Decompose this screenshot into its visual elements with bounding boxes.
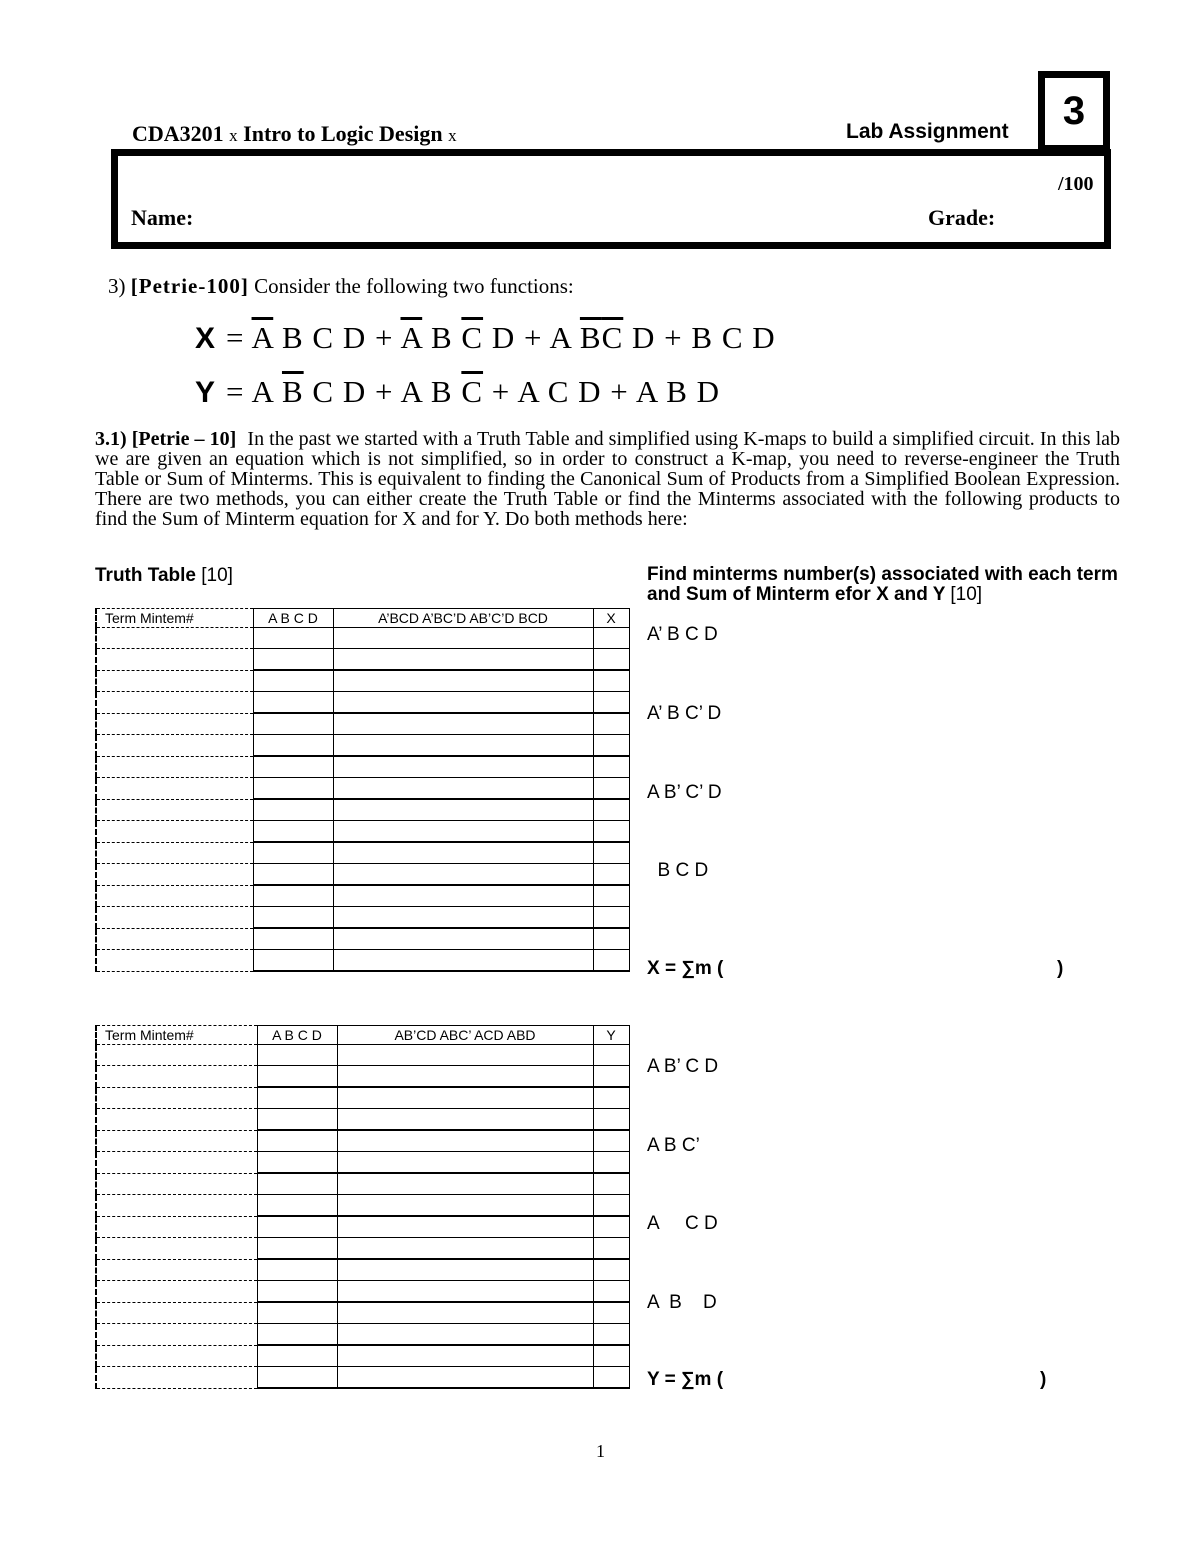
- abcd-cell[interactable]: [257, 1173, 337, 1195]
- truth-table-title: [95, 565, 233, 587]
- lab-number-badge: 3: [1038, 71, 1110, 152]
- term-cell[interactable]: [96, 649, 253, 671]
- abcd-cell[interactable]: [253, 756, 333, 778]
- output-cell[interactable]: [593, 1216, 629, 1238]
- abcd-cell[interactable]: [257, 1238, 337, 1260]
- output-cell[interactable]: [593, 1066, 629, 1088]
- table-row: [96, 864, 629, 886]
- output-cell[interactable]: [593, 692, 629, 714]
- products-cell[interactable]: [333, 821, 593, 843]
- abcd-cell[interactable]: [253, 778, 333, 800]
- output-cell[interactable]: [593, 628, 629, 649]
- truth-table-y: [95, 1025, 630, 1389]
- output-cell[interactable]: [593, 1045, 629, 1066]
- abcd-cell[interactable]: [253, 692, 333, 714]
- course-title: [132, 121, 457, 147]
- term-cell[interactable]: [96, 907, 253, 929]
- products-cell[interactable]: [337, 1152, 593, 1174]
- name-label: Name:: [131, 205, 194, 230]
- abcd-cell[interactable]: [253, 950, 333, 972]
- abcd-cell[interactable]: [253, 670, 333, 692]
- output-cell[interactable]: [593, 735, 629, 757]
- table-row: [96, 1130, 629, 1152]
- term-cell[interactable]: [96, 692, 253, 714]
- products-cell[interactable]: [333, 799, 593, 821]
- products-cell[interactable]: [337, 1195, 593, 1217]
- output-cell[interactable]: [593, 1130, 629, 1152]
- y-term-1: A B’ C D: [647, 1056, 719, 1077]
- output-cell[interactable]: [593, 1152, 629, 1174]
- term-cell[interactable]: [96, 1324, 257, 1346]
- subproblem-lead: 3.1) [Petrie – 10]: [95, 428, 237, 450]
- subproblem-text: [95, 429, 1120, 529]
- output-cell[interactable]: [593, 842, 629, 864]
- term-cell[interactable]: [96, 1045, 257, 1066]
- abcd-cell[interactable]: [253, 842, 333, 864]
- products-cell[interactable]: [337, 1324, 593, 1346]
- table-row: [96, 1173, 629, 1195]
- table-row: [96, 950, 629, 972]
- score-total: /100: [1058, 173, 1094, 195]
- problem-intro: Consider the following two functions:: [254, 274, 574, 298]
- term-cell[interactable]: [96, 1195, 257, 1217]
- term-cell[interactable]: [96, 1259, 257, 1281]
- products-cell[interactable]: [333, 907, 593, 929]
- products-cell[interactable]: [333, 692, 593, 714]
- table-row: [96, 692, 629, 714]
- term-cell[interactable]: [96, 821, 253, 843]
- products-cell[interactable]: [337, 1087, 593, 1109]
- products-cell[interactable]: [333, 713, 593, 735]
- products-cell[interactable]: [337, 1130, 593, 1152]
- output-cell[interactable]: [593, 907, 629, 929]
- equation-x-variable: X: [195, 322, 217, 355]
- table-row: [96, 885, 629, 907]
- term-cell[interactable]: [96, 756, 253, 778]
- output-cell[interactable]: [593, 1302, 629, 1324]
- header-term-mintem: Term Mintem#: [96, 1026, 257, 1045]
- products-cell[interactable]: [333, 842, 593, 864]
- abcd-cell[interactable]: [257, 1045, 337, 1066]
- products-cell[interactable]: [337, 1109, 593, 1131]
- products-cell[interactable]: [337, 1367, 593, 1389]
- minterms-title: [647, 565, 1127, 605]
- products-cell[interactable]: [333, 928, 593, 950]
- problem-heading: [108, 274, 574, 299]
- header-term-mintem: Term Mintem#: [96, 609, 253, 628]
- table-row: [96, 778, 629, 800]
- abcd-cell[interactable]: [257, 1345, 337, 1367]
- output-cell[interactable]: [593, 1367, 629, 1389]
- table-row: [96, 821, 629, 843]
- course-code: CDA3201: [132, 121, 224, 146]
- table-header-row: [96, 609, 629, 628]
- output-cell[interactable]: [593, 799, 629, 821]
- products-cell[interactable]: [333, 670, 593, 692]
- equation-x: $X = \overline{A}$ B C $D + \overline{A}$ B $\overline{C}$ D + A $\overline{B}\overline{C}$ D + B C D: [195, 320, 776, 355]
- header-abcd: A B C D: [253, 609, 333, 628]
- term-cell[interactable]: [96, 778, 253, 800]
- abcd-cell[interactable]: [257, 1130, 337, 1152]
- name-grade-box: [111, 149, 1111, 249]
- products-cell[interactable]: [337, 1302, 593, 1324]
- output-cell[interactable]: [593, 864, 629, 886]
- term-cell[interactable]: [96, 885, 253, 907]
- abcd-cell[interactable]: [257, 1109, 337, 1131]
- term-cell[interactable]: [96, 1173, 257, 1195]
- output-cell[interactable]: [593, 778, 629, 800]
- table-row: [96, 1152, 629, 1174]
- term-cell[interactable]: [96, 842, 253, 864]
- abcd-cell[interactable]: [257, 1066, 337, 1088]
- products-cell[interactable]: [333, 735, 593, 757]
- output-cell[interactable]: [593, 928, 629, 950]
- output-cell[interactable]: [593, 649, 629, 671]
- products-cell[interactable]: [337, 1281, 593, 1303]
- table-row: [96, 1066, 629, 1088]
- abcd-cell[interactable]: [257, 1302, 337, 1324]
- header-abcd: A B C D: [257, 1026, 337, 1045]
- x-term-1: A’ B C D: [647, 624, 718, 645]
- term-cell[interactable]: [96, 1216, 257, 1238]
- abcd-cell[interactable]: [253, 649, 333, 671]
- subproblem-body: In the past we started with a Truth Table and simplified using K-maps to build a simplified circuit. In this lab we are given an equation which is not simplified, so in order to construct a K-map, you need to reverse-engineer the Truth Table or Sum of Minterms. This is equivalent to finding the Canonical Sum of Products from a Simplified Boolean Expression. There are two methods, you can either create the Truth Table or find the Minterms associated with the following products to find the Sum of Minterm equation for X and for Y. Do both methods here:: [95, 428, 1121, 530]
- products-cell[interactable]: [337, 1066, 593, 1088]
- course-name: Intro to Logic Design: [243, 121, 443, 146]
- term-cell[interactable]: [96, 1238, 257, 1260]
- header-terms: AB’CD ABC’ ACD ABD: [337, 1026, 593, 1045]
- abcd-cell[interactable]: [257, 1367, 337, 1389]
- table-row: [96, 1259, 629, 1281]
- term-cell[interactable]: [96, 670, 253, 692]
- y-term-4: A B D: [647, 1292, 717, 1313]
- separator: x: [448, 126, 457, 145]
- abcd-cell[interactable]: [253, 799, 333, 821]
- abcd-cell[interactable]: [257, 1087, 337, 1109]
- table-row: [96, 907, 629, 929]
- abcd-cell[interactable]: [253, 885, 333, 907]
- table-row: [96, 842, 629, 864]
- term-cell[interactable]: [96, 799, 253, 821]
- output-cell[interactable]: [593, 1238, 629, 1260]
- table-row: [96, 1087, 629, 1109]
- abcd-cell[interactable]: [257, 1152, 337, 1174]
- header-terms: A’BCD A’BC’D AB’C’D BCD: [333, 609, 593, 628]
- abcd-cell[interactable]: [253, 735, 333, 757]
- separator: x: [229, 126, 238, 145]
- abcd-cell[interactable]: [253, 928, 333, 950]
- products-cell[interactable]: [333, 864, 593, 886]
- output-cell[interactable]: [593, 950, 629, 972]
- products-cell[interactable]: [333, 885, 593, 907]
- page-number: 1: [596, 1441, 605, 1461]
- output-cell[interactable]: [593, 1324, 629, 1346]
- output-cell[interactable]: [593, 1281, 629, 1303]
- table-row: [96, 1109, 629, 1131]
- abcd-cell[interactable]: [253, 821, 333, 843]
- output-cell[interactable]: [593, 1259, 629, 1281]
- x-term-4: B C D: [647, 860, 709, 881]
- abcd-cell[interactable]: [257, 1259, 337, 1281]
- term-cell[interactable]: [96, 1302, 257, 1324]
- term-cell[interactable]: [96, 1281, 257, 1303]
- table-row: [96, 1045, 629, 1066]
- output-cell[interactable]: [593, 670, 629, 692]
- x-term-2: A’ B C’ D: [647, 703, 722, 724]
- products-cell[interactable]: [337, 1345, 593, 1367]
- table-row: [96, 1302, 629, 1324]
- table-row: [96, 1345, 629, 1367]
- term-cell[interactable]: [96, 1130, 257, 1152]
- table-row: [96, 799, 629, 821]
- table-row: [96, 1238, 629, 1260]
- products-cell[interactable]: [337, 1259, 593, 1281]
- y-sum-open: Y = ∑m (: [647, 1369, 724, 1390]
- x-sum-open: X = ∑m (: [647, 958, 724, 979]
- abcd-cell[interactable]: [257, 1281, 337, 1303]
- products-cell[interactable]: [333, 778, 593, 800]
- table-row: [96, 928, 629, 950]
- minterms-title-text: Find minterms number(s) associated with each term and Sum of Minterm efor X and Y: [647, 564, 1118, 605]
- header-output: Y: [593, 1026, 629, 1045]
- abcd-cell[interactable]: [257, 1216, 337, 1238]
- y-term-3: A C D: [647, 1213, 718, 1234]
- truth-table-x: [95, 608, 630, 972]
- output-cell[interactable]: [593, 1109, 629, 1131]
- products-cell[interactable]: [333, 756, 593, 778]
- term-cell[interactable]: [96, 1087, 257, 1109]
- truth-table-points: [10]: [201, 565, 233, 586]
- problem-number: 3): [108, 274, 126, 298]
- term-cell[interactable]: [96, 1109, 257, 1131]
- term-cell[interactable]: [96, 1367, 257, 1389]
- table-row: [96, 628, 629, 649]
- grade-label: Grade:: [928, 205, 996, 230]
- header-output: X: [593, 609, 629, 628]
- table-row: [96, 713, 629, 735]
- abcd-cell[interactable]: [253, 907, 333, 929]
- table-row: [96, 756, 629, 778]
- term-cell[interactable]: [96, 713, 253, 735]
- table-row: [96, 1367, 629, 1389]
- table-row: [96, 735, 629, 757]
- equation-y: Y = A $\overline{B}$ C D + A B $\overline{C} + A$ C D + A B D: [195, 374, 721, 409]
- problem-tag: [Petrie-100]: [130, 274, 249, 298]
- term-cell[interactable]: [96, 1345, 257, 1367]
- minterms-points: [10]: [950, 584, 983, 605]
- output-cell[interactable]: [593, 821, 629, 843]
- abcd-cell[interactable]: [257, 1195, 337, 1217]
- output-cell[interactable]: [593, 756, 629, 778]
- y-sum-close: ): [1040, 1369, 1047, 1390]
- abcd-cell[interactable]: [253, 713, 333, 735]
- term-cell[interactable]: [96, 1152, 257, 1174]
- abcd-cell[interactable]: [253, 864, 333, 886]
- products-cell[interactable]: [333, 950, 593, 972]
- table-row: [96, 1324, 629, 1346]
- x-sum-close: ): [1057, 958, 1064, 979]
- equation-y-variable: Y: [195, 376, 217, 409]
- products-cell[interactable]: [333, 649, 593, 671]
- output-cell[interactable]: [593, 713, 629, 735]
- output-cell[interactable]: [593, 1173, 629, 1195]
- term-cell[interactable]: [96, 1066, 257, 1088]
- term-cell[interactable]: [96, 735, 253, 757]
- term-cell[interactable]: [96, 628, 253, 649]
- table-row: [96, 1195, 629, 1217]
- products-cell[interactable]: [337, 1216, 593, 1238]
- output-cell[interactable]: [593, 1087, 629, 1109]
- output-cell[interactable]: [593, 1345, 629, 1367]
- x-term-3: A B’ C’ D: [647, 782, 722, 803]
- truth-table-title-text: Truth Table: [95, 565, 196, 586]
- products-cell[interactable]: [337, 1238, 593, 1260]
- term-cell[interactable]: [96, 950, 253, 972]
- abcd-cell[interactable]: [253, 628, 333, 649]
- table-row: [96, 1281, 629, 1303]
- table-row: [96, 1216, 629, 1238]
- products-cell[interactable]: [337, 1173, 593, 1195]
- table-row: [96, 670, 629, 692]
- output-cell[interactable]: [593, 885, 629, 907]
- products-cell[interactable]: [337, 1045, 593, 1066]
- table-header-row: [96, 1026, 629, 1045]
- products-cell[interactable]: [333, 628, 593, 649]
- term-cell[interactable]: [96, 928, 253, 950]
- abcd-cell[interactable]: [257, 1324, 337, 1346]
- table-row: [96, 649, 629, 671]
- lab-assignment-label: Lab Assignment: [846, 120, 1009, 143]
- output-cell[interactable]: [593, 1195, 629, 1217]
- y-term-2: A B C’: [647, 1135, 700, 1156]
- term-cell[interactable]: [96, 864, 253, 886]
